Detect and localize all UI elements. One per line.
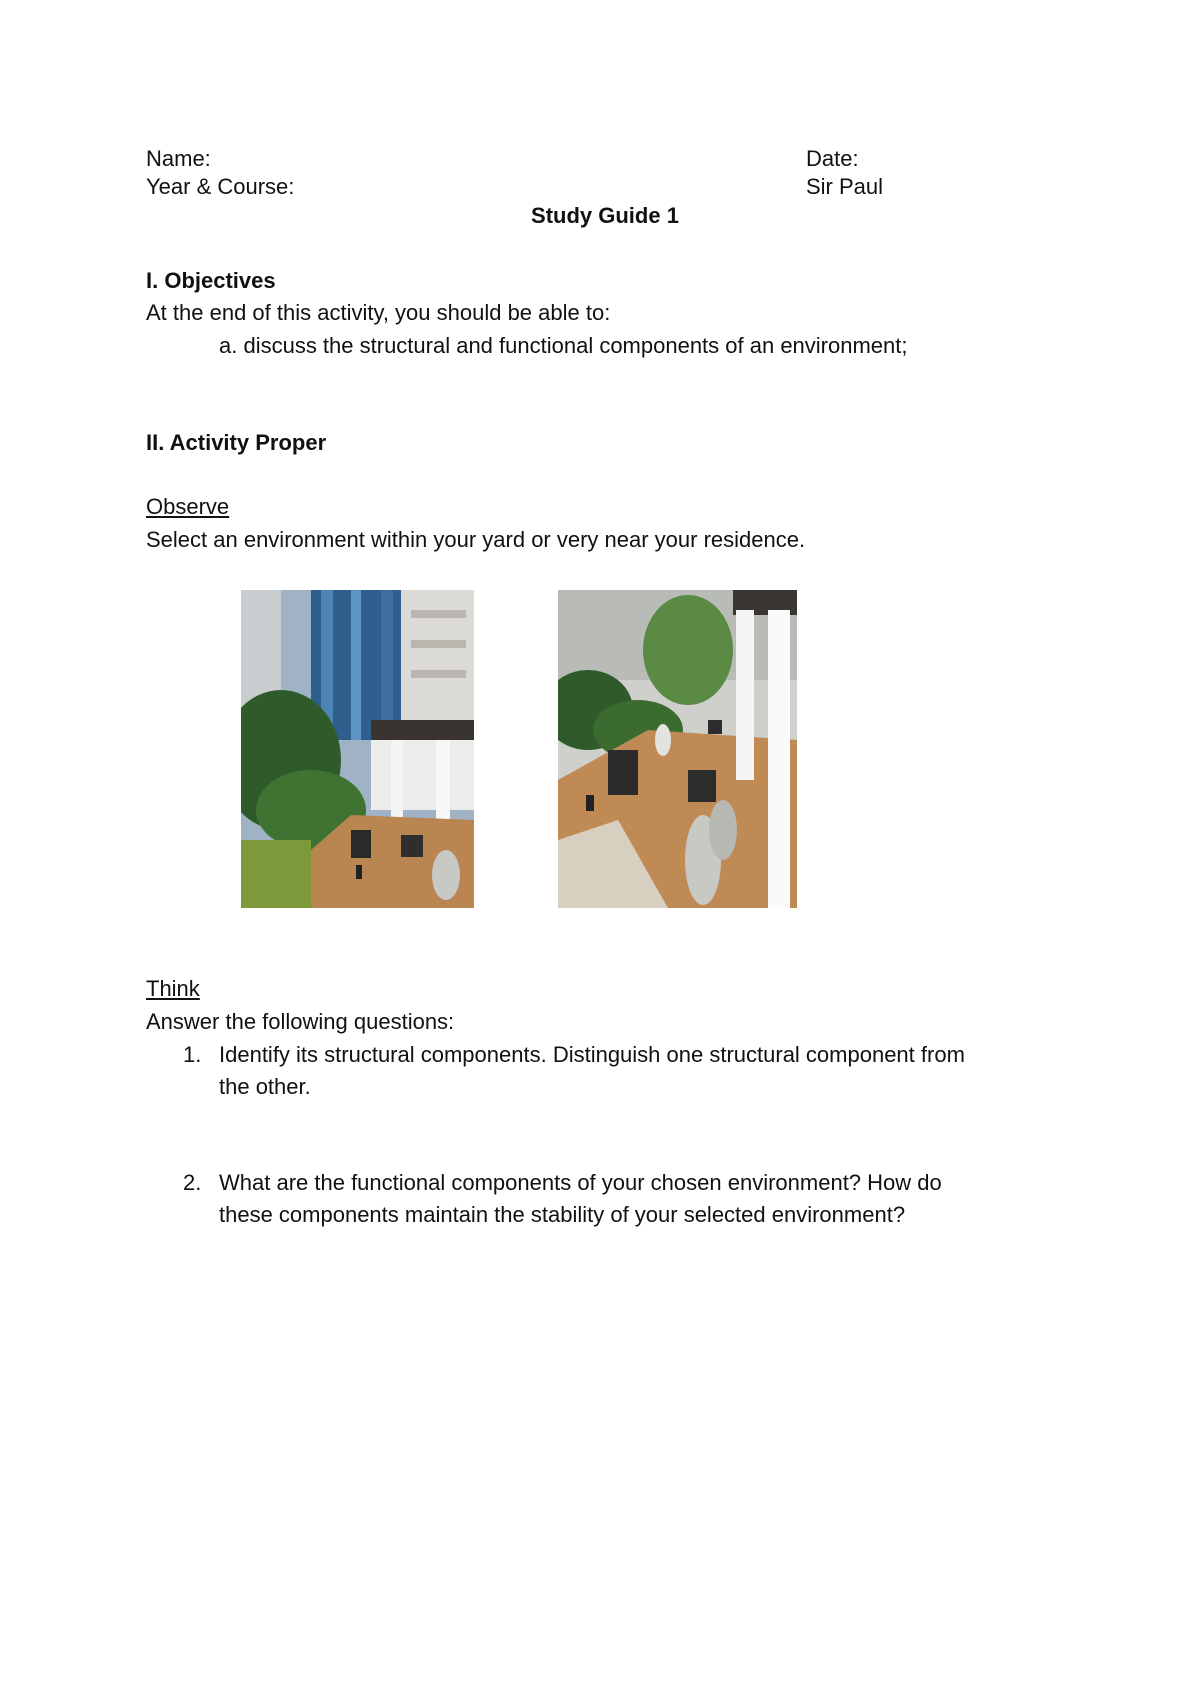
year-course-label: Year & Course:: [146, 174, 295, 199]
think-heading: Think: [146, 976, 200, 1001]
observe-heading: Observe: [146, 494, 230, 519]
question-number: 2.: [183, 1170, 202, 1195]
question-1-line-1: Identify its structural components. Distinguish one structural component from: [219, 1042, 965, 1067]
question-number: 1.: [183, 1042, 202, 1067]
think-instruction: Answer the following questions:: [146, 1009, 455, 1034]
date-label: Date:: [806, 146, 859, 171]
name-label: Name:: [146, 146, 211, 171]
garden-photo-1: [241, 590, 474, 908]
page-title: Study Guide 1: [531, 203, 679, 228]
objectives-heading: I. Objectives: [146, 268, 276, 293]
garden-photo-2: [558, 590, 797, 908]
question-1-line-2: the other.: [219, 1074, 311, 1099]
question-2-line-1: What are the functional components of your chosen environment? How do: [219, 1170, 942, 1195]
teacher-name: Sir Paul: [806, 174, 884, 199]
observe-instruction: Select an environment within your yard or very near your residence.: [146, 527, 806, 552]
activity-heading: II. Activity Proper: [146, 430, 327, 455]
objectives-intro: At the end of this activity, you should be able to:: [146, 300, 611, 325]
question-2-line-2: these components maintain the stability of your selected environment?: [219, 1202, 906, 1227]
objective-item: a. discuss the structural and functional components of an environment;: [219, 333, 908, 358]
